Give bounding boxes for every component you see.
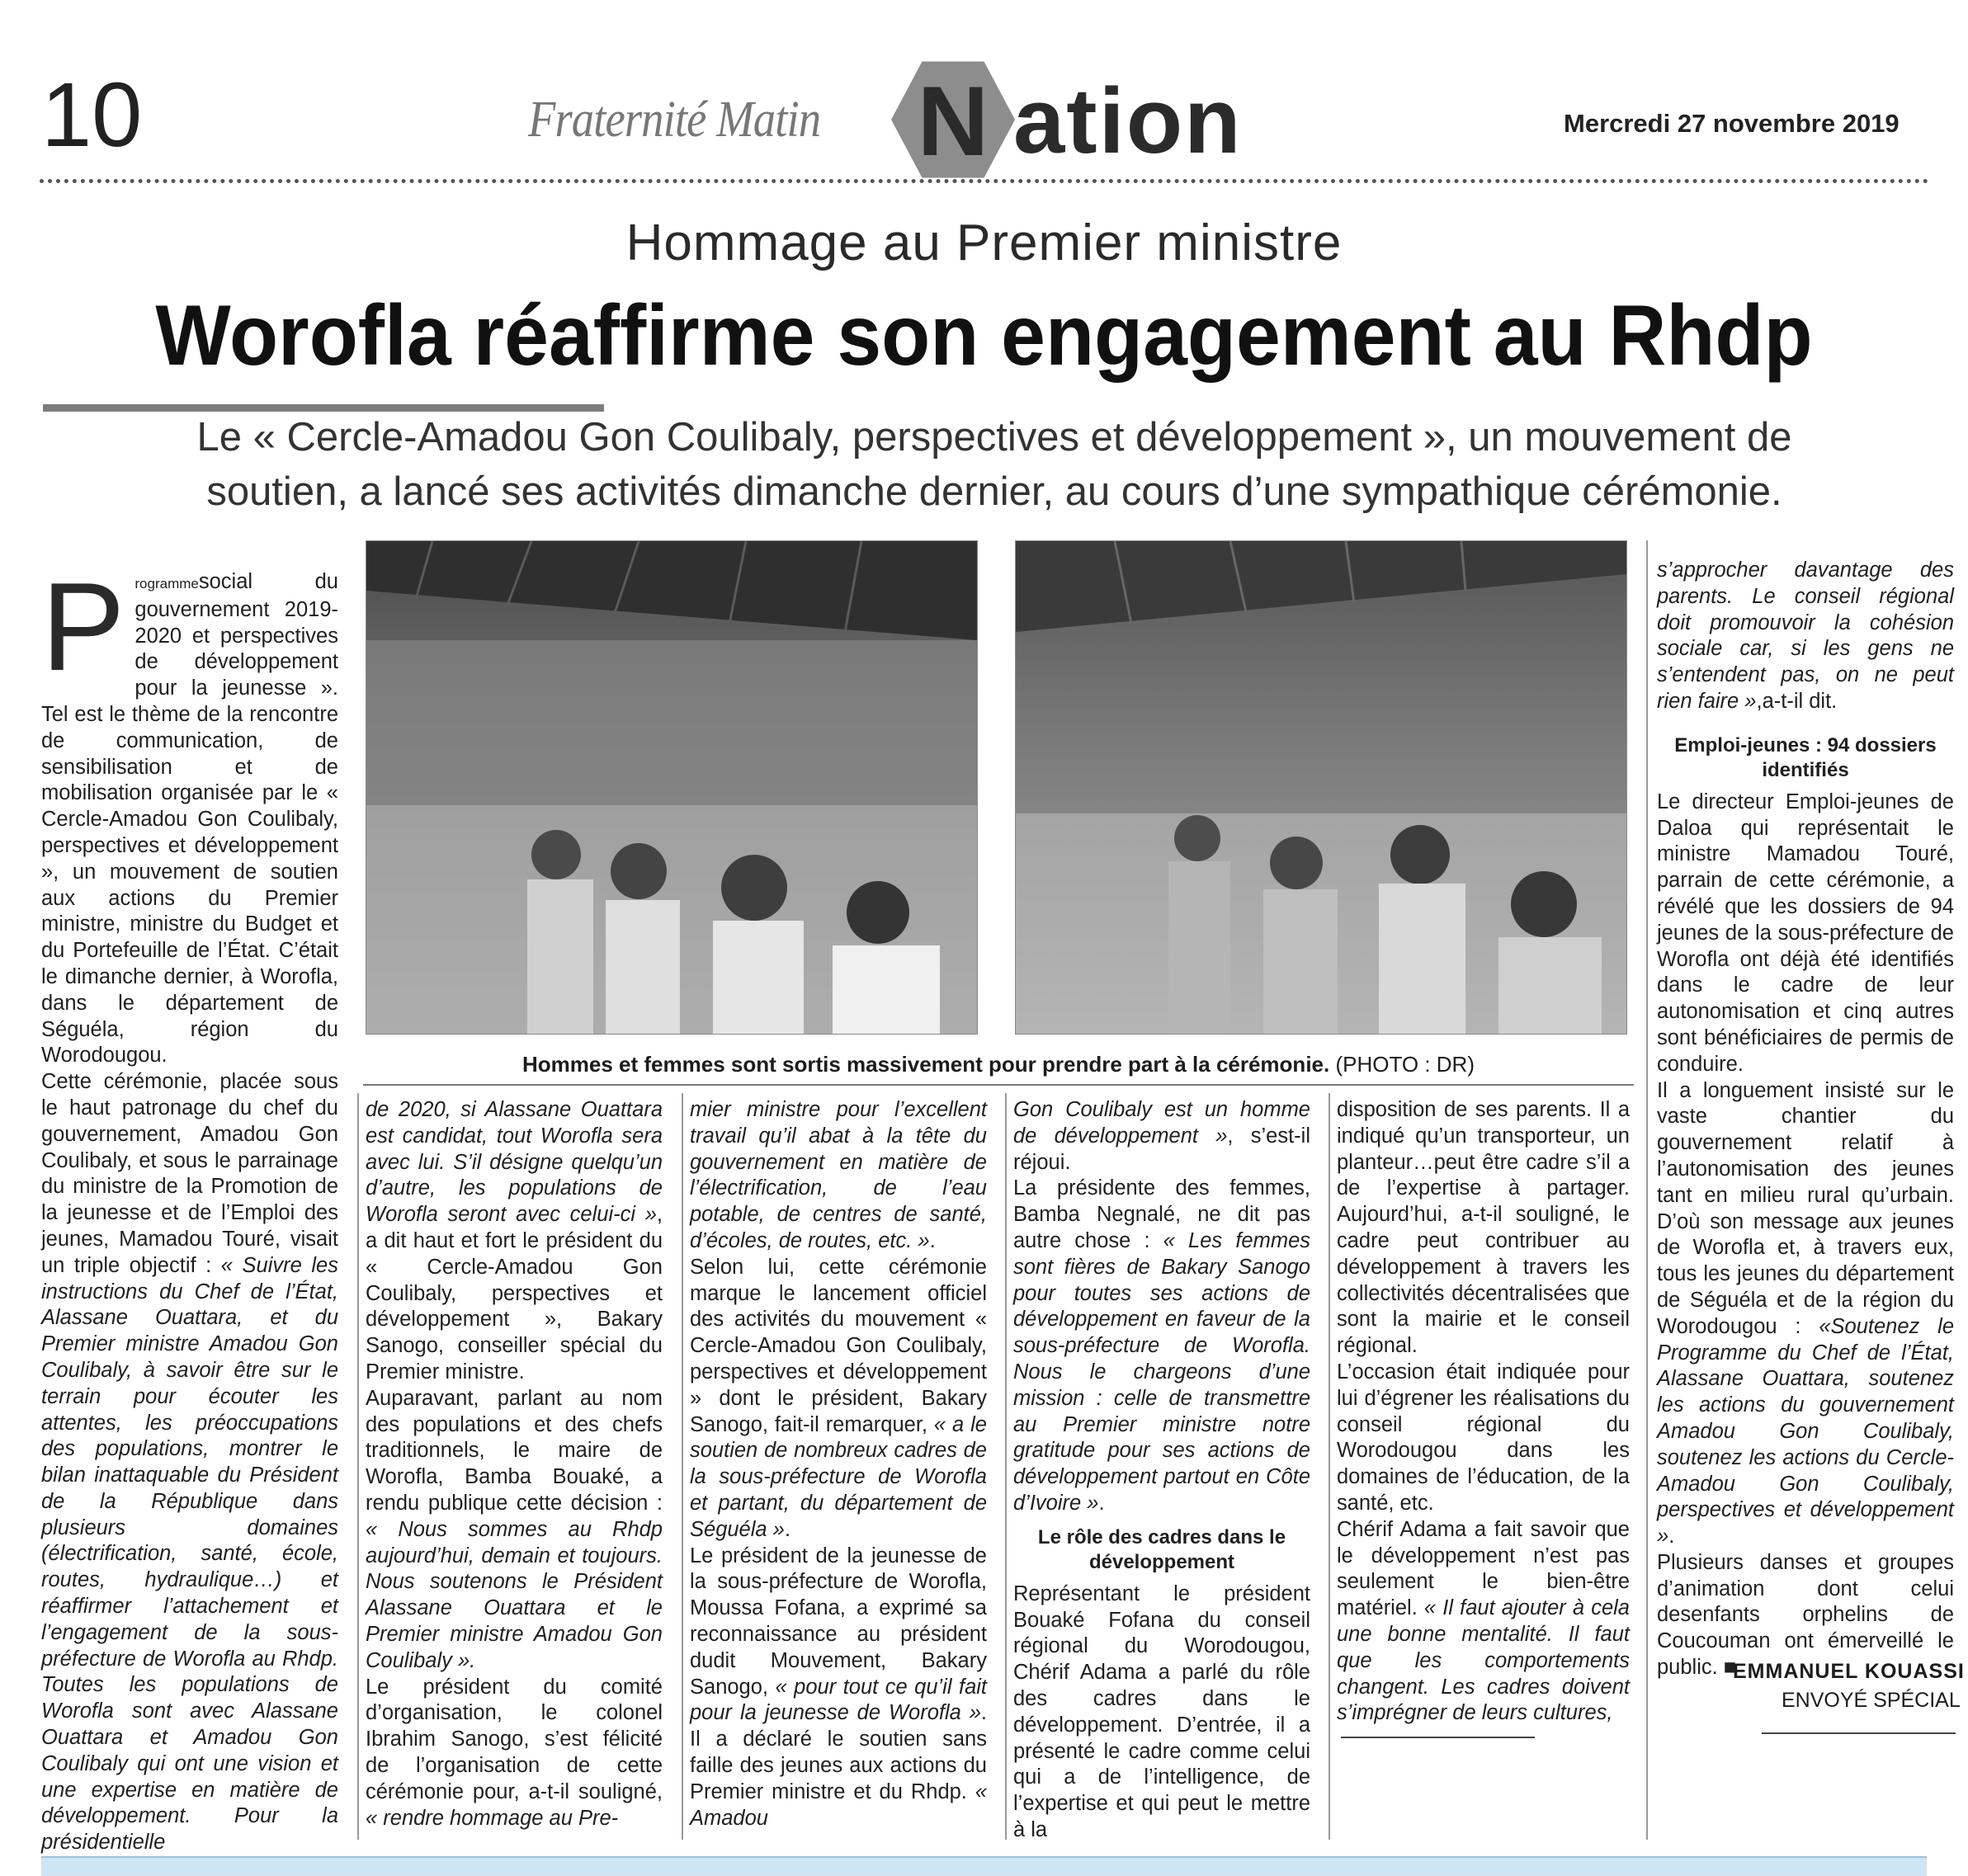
masthead-divider [40, 179, 1929, 183]
article-kicker: Hommage au Premier ministre [625, 214, 1343, 271]
caption-rule [363, 1084, 1634, 1086]
page-number: 10 [41, 64, 143, 166]
body-paragraph [1013, 1097, 1310, 1176]
section-title-initial: N [917, 66, 989, 177]
paragraph-text: Il a longuement insisté sur le vaste chantier du gouvernement relatif à l’autonomisation des jeunes tant en milieu rural qu’urbain. D’où son message aux jeunes de Worofla et, à travers eux, tous les jeunes du département de Séguéla et de la région du Worodougou : [1657, 1078, 1954, 1338]
body-paragraph: disposition de ses parents. Il a indiqué qu’un transporteur, un planteur…peut être cadre s’il a de l’expertise à partager. Aujourd’hui, a-t-il souligné, le cadre peut contribuer au développement à travers les collectivités décentralisées que sont la mairie et le conseil régional. [1337, 1098, 1630, 1358]
body-paragraph: Le directeur Emploi-jeunes de Daloa qui représentait le ministre Mamadou Touré, parrain de cette cérémonie, a révélé que les dossiers de 94 jeunes de la sous-préfecture de Worofla ont déjà été identifiés dans le cadre de leur autonomisation et cinq autres sont bénéficiaires de permis de conduire. [1657, 790, 1954, 1076]
section-title: ation [1013, 69, 1243, 172]
paragraph-text: ,a-t-il dit. [1756, 689, 1838, 713]
photo-women-audience [1015, 540, 1627, 1035]
paragraph-text: , s’est-il réjoui. [1013, 1124, 1310, 1174]
body-paragraph [690, 1544, 987, 1832]
photo-credit: (PHOTO : DR) [1335, 1052, 1475, 1077]
body-paragraph [366, 1386, 663, 1675]
article-column-5 [1337, 1097, 1630, 1727]
byline-author: EMMANUEL KOUASSI [1733, 1660, 1965, 1683]
paragraph-text: . [1668, 1525, 1675, 1548]
paragraph-text: . [1098, 1491, 1105, 1515]
subheading-line: développement [1088, 1550, 1235, 1573]
article-column-1 [41, 557, 338, 1856]
quote-text: s’approcher davantage des parents. Le conseil régional doit promouvoir la cohésion sociale car, si les gens ne s’entendent pas, on ne peut rien faire » [1657, 559, 1954, 713]
article-standfirst [74, 410, 1914, 519]
crowd-photo-right [1016, 541, 1626, 1034]
paragraph-text: Auparavant, parlant au nom des populations et des chefs traditionnels, le maire de Worofla, Bamba Bouaké, a rendu publique cette décision : [366, 1386, 663, 1515]
quote-text: de 2020, si Alassane Ouattara est candidat, tout Worofla sera avec lui. S’il désigne quelqu’un d’autre, les populations de Worofla seront avec celui-ci » [366, 1098, 663, 1227]
body-paragraph [366, 1675, 663, 1832]
paragraph-text: Cette cérémonie, placée sous le haut patronage du chef du gouvernement, Amadou Gon Coulibaly, et sous le parrainage du ministre de la Promotion de la jeunesse et de l’Emploi des jeunes, Mamadou Touré, visait un triple objectif : [41, 1070, 338, 1277]
newspaper-logo: Fraternité Matin [528, 92, 821, 148]
byline-role: ENVOYÉ SPÉCIAL [1782, 1689, 1961, 1712]
quote-text: mier ministre pour l’excellent travail qu’il abat à la tête du gouvernement en matière de l’électrification, de l’eau potable, de centres de santé, d’écoles, de routes, etc. » [690, 1098, 987, 1252]
body-paragraph: Plusieurs danses et groupes d’animation dont celui desenfants orphelins de Coucouman ont émerveillé le public. ■ [1657, 1550, 1954, 1680]
drop-cap-word: rogramme [135, 576, 199, 592]
body-paragraph [41, 1069, 338, 1856]
body-paragraph [690, 1097, 987, 1255]
quote-text: « rendre hommage au Pre- [366, 1806, 619, 1830]
crowd-photo-left [366, 541, 977, 1034]
column-rule [682, 1093, 683, 1840]
subheading-emploi-jeunes [1657, 733, 1954, 783]
body-paragraph [41, 557, 338, 1069]
subheading-role-of-cadres [1013, 1525, 1310, 1575]
article-headline: Worofla réaffirme son engagement au Rhdp [155, 288, 1813, 384]
paragraph-text: social du gouvernement 2019-2020 et perspectives de développement pour la jeunesse ». Tel est le thème de la rencontre de communication, de sensibilisation et de mobilisation organisée par le « Cercle-Amadou Gon Coulibaly, perspectives et développement », un mouvement de soutien aux actions du Premier ministre, ministre du Budget et du Portefeuille de l’État. C’était le dimanche dernier, à Worofla, dans le département de Séguéla, région du Worodougou. [41, 570, 338, 1068]
column-rule [357, 1093, 359, 1840]
quote-text: « pour tout ce qu’il fait pour la jeunesse de Worofla » [690, 1675, 988, 1725]
article-column-3 [690, 1097, 987, 1831]
paragraph-text: . [784, 1517, 791, 1541]
paragraph-text: Chérif Adama a fait savoir que le développement n’est pas seulement le bien-être matériel. [1337, 1517, 1630, 1620]
quote-text: « Les femmes sont fières de Bakary Sanogo pour toutes ses actions de développement en faveur de la sous-préfecture de Worofla. Nous le chargeons d’une mission : celle de transmettre au Premier ministre notre gratitude pour ses actions de développement partout en Côte d’Ivoire » [1013, 1228, 1310, 1515]
page-bottom-band [41, 1856, 1927, 1876]
photo-caption [363, 1051, 1634, 1077]
body-paragraph: L’occasion était indiquée pour lui d’égrener les réalisations du conseil régional du Worodougou dans les domaines de l’éducation, de la santé, etc. [1337, 1360, 1630, 1515]
issue-date: Mercredi 27 novembre 2019 [1564, 109, 1900, 138]
paragraph-text: Selon lui, cette cérémonie marque le lancement officiel des activités du mouvement « Cercle-Amadou Gon Coulibaly, perspectives et développement » dont le président, Bakary Sanogo, fait-il remarquer, [690, 1255, 987, 1436]
column-rule [1329, 1093, 1330, 1840]
article-end-rule [1762, 1732, 1956, 1734]
quote-text: Gon Coulibaly est un homme de développement » [1013, 1098, 1310, 1148]
paragraph-text: . [929, 1228, 936, 1252]
quote-text: « Suivre les instructions du Chef de l’État, Alassane Ouattara, et du Premier ministre Amadou Gon Coulibaly, à savoir être sur le terrain pour écouter les attentes, les préoccupations des populations, montrer le bilan inattaquable du Président de la République dans plusieurs domaines (électrification, santé, école, routes, hydraulique…) et réaffirmer l’attachement et l’engagement de la sous-préfecture de Worofla au Rhdp. Toutes les populations de Worofla sont avec Alassane Ouattara et Amadou Gon Coulibaly qui ont une vision et une expertise en matière de développement. Pour la présidentielle [41, 1253, 338, 1855]
standfirst-line-2: soutien, a lancé ses activités dimanche dernier, au cours d’une sympathique cérémonie. [206, 469, 1782, 514]
caption-text: Hommes et femmes sont sortis massivement pour prendre part à la cérémonie. [522, 1052, 1330, 1077]
standfirst-line-1: Le « Cercle-Amadou Gon Coulibaly, perspectives et développement », un mouvement de [196, 415, 1792, 460]
body-paragraph [1337, 1517, 1630, 1727]
article-column-6 [1657, 558, 1954, 1681]
quote-text: « Nous sommes au Rhdp aujourd’hui, demain et toujours. Nous soutenons le Président Alassane Ouattara et le Premier ministre Amadou Gon Coulibaly ». [366, 1517, 663, 1672]
article-column-2 [366, 1097, 663, 1831]
column-rule [1646, 540, 1648, 1840]
subheading-line: Emploi-jeunes : 94 dossiers [1674, 733, 1937, 757]
paragraph-text: Le président de la jeunesse de la sous-préfecture de Worofla, Moussa Fofana, a exprimé sa reconnaissance au président dudit Mouvement, Bakary Sanogo, [690, 1544, 987, 1699]
quote-text: « Il faut ajouter à cela une bonne mentalité. Il faut que les comportements changent. Les cadres doivent s’imprégner de leurs cultures, [1337, 1596, 1630, 1725]
body-paragraph [690, 1255, 987, 1544]
body-paragraph [1013, 1176, 1310, 1516]
paragraph-text: La présidente des femmes, Bamba Negnalé, ne dit pas autre chose : [1013, 1176, 1310, 1252]
column-rule [1005, 1093, 1007, 1840]
drop-cap: P [41, 557, 125, 697]
body-paragraph [1657, 558, 1954, 715]
article-column-4 [1013, 1097, 1310, 1844]
subheading-line: Le rôle des cadres dans le [1037, 1525, 1286, 1548]
column-end-rule [1341, 1737, 1535, 1738]
body-paragraph: Représentant le président Bouaké Fofana du conseil régional du Worodougou, Chérif Adama a parlé du rôle des cadres dans le développement. D’entrée, il a présenté le cadre comme celui qui a de l’intelligence, de l’expertise et qui peut le mettre à la [1013, 1581, 1310, 1841]
quote-text: «Soutenez le Programme du Chef de l’État, Alassane Ouattara, soutenez les actions du gouvernement Amadou Gon Coulibaly, soutenez les actions du Cercle-Amadou Gon Coulibaly, perspectives et développement » [1657, 1314, 1954, 1548]
body-paragraph [1657, 1078, 1954, 1550]
subheading-line: identifiés [1762, 758, 1849, 781]
paragraph-text: Le président du comité d’organisation, le colonel Ibrahim Sanogo, s’est félicité de l’organisation de cette cérémonie pour, a-t-il souligné, [366, 1675, 663, 1803]
quote-text: « a le soutien de nombreux cadres de la sous-préfecture de Worofla et partant, du département de Séguéla » [690, 1412, 987, 1541]
photo-men-audience [366, 540, 978, 1035]
body-paragraph [366, 1097, 663, 1386]
quote-text: « Amadou [690, 1779, 987, 1830]
paragraph-text: , a dit haut et fort le président du « Cercle-Amadou Gon Coulibaly, perspectives et développement », Bakary Sanogo, conseiller spécial du Premier ministre. [366, 1203, 663, 1383]
paragraph-text: . Il a déclaré le soutien sans faille des jeunes aux actions du Premier ministre et du Rhdp. [690, 1701, 987, 1803]
